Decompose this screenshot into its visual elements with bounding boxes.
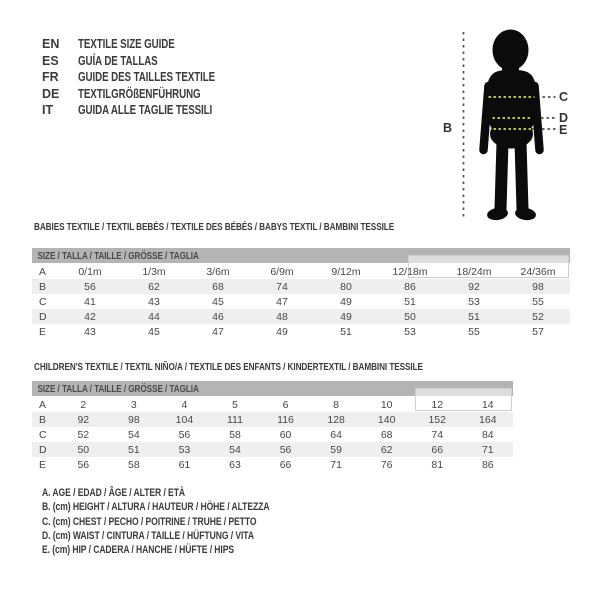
table-cell: 14 <box>481 398 494 411</box>
language-guide-title: GUÍA DE TALLAS <box>78 53 158 68</box>
language-guide-title: TEXTILE SIZE GUIDE <box>78 37 175 51</box>
row-label: B <box>39 413 47 426</box>
table-row <box>32 457 513 472</box>
table-row <box>32 412 513 427</box>
table-cell: 41 <box>84 295 96 308</box>
table-cell: 111 <box>226 413 243 426</box>
table-row <box>32 279 570 294</box>
table-cell: 152 <box>428 413 446 426</box>
row-label: E <box>39 325 47 338</box>
hip-measure-label: E <box>559 123 568 137</box>
table-cell: 49 <box>276 325 288 338</box>
row-label: A <box>39 265 47 278</box>
row-label: A <box>39 398 47 411</box>
table-cell: 76 <box>380 458 393 471</box>
table-cell: 58 <box>229 428 241 441</box>
table-cell: 86 <box>481 458 494 471</box>
table-cell: 52 <box>77 428 90 441</box>
measurement-legend <box>42 486 334 557</box>
table-cell: 53 <box>404 325 416 338</box>
children-section-title: CHILDREN'S TEXTILE / TEXTIL NIÑO/A / TEXTILE DES ENFANTS / KINDERTEXTIL / BAMBINI TESSILE <box>34 361 423 373</box>
size-header-label: SIZE / TALLA / TAILLE / GRÖSSE / TAGLIA <box>37 249 199 262</box>
child-silhouette <box>484 30 540 221</box>
table-cell: 104 <box>175 413 194 426</box>
table-cell: 81 <box>431 458 444 471</box>
table-cell: 98 <box>128 413 140 426</box>
table-row <box>32 264 570 279</box>
table-row <box>32 324 570 339</box>
table-cell: 45 <box>148 325 160 338</box>
table-cell: 71 <box>330 458 342 471</box>
table-cell: 49 <box>340 310 352 323</box>
row-label: C <box>39 428 47 441</box>
table-cell: 43 <box>148 295 160 308</box>
table-row <box>32 427 513 442</box>
language-code: ES <box>42 53 59 68</box>
height-measure-label: B <box>443 121 453 135</box>
table-cell: 74 <box>276 280 288 293</box>
waist-measure-label: D <box>559 111 569 125</box>
table-row <box>32 397 513 412</box>
language-row <box>42 86 254 103</box>
table-cell: 53 <box>468 295 480 308</box>
language-code: DE <box>42 86 60 101</box>
language-code: FR <box>42 70 59 84</box>
table-cell: 56 <box>77 458 90 471</box>
table-cell: 5 <box>232 398 238 411</box>
table-cell: 55 <box>532 295 544 308</box>
row-label: E <box>39 458 47 471</box>
children-section <box>32 361 513 472</box>
babies-section-title: BABIES TEXTILE / TEXTIL BEBÉS / TEXTILE DES BÉBÉS / BABYS TEXTIL / BAMBINI TESSILE <box>34 221 395 233</box>
table-cell: 128 <box>327 413 345 426</box>
table-cell: 6 <box>282 398 289 411</box>
legend-line: C. (cm) CHEST / PECHO / POITRINE / TRUHE / PETTO <box>42 515 257 528</box>
table-cell: 86 <box>404 280 416 293</box>
language-title-list <box>42 36 254 119</box>
size-header-label: SIZE / TALLA / TAILLE / GRÖSSE / TAGLIA <box>37 382 199 395</box>
table-cell: 57 <box>532 325 544 338</box>
table-cell: 12/18m <box>392 265 428 278</box>
row-label: D <box>39 310 47 323</box>
table-cell: 54 <box>128 428 140 441</box>
table-cell: 48 <box>276 310 288 323</box>
table-row <box>32 309 570 324</box>
row-label: D <box>39 443 47 456</box>
table-cell: 55 <box>468 325 480 338</box>
table-cell: 2 <box>80 398 87 411</box>
table-cell: 8 <box>333 398 340 411</box>
table-cell: 0/1m <box>78 265 102 278</box>
babies-section <box>32 221 570 339</box>
table-cell: 46 <box>212 310 224 323</box>
table-cell: 54 <box>229 443 241 456</box>
language-row <box>42 102 254 119</box>
table-cell: 68 <box>380 428 393 441</box>
table-cell: 6/9m <box>270 265 294 278</box>
table-cell: 80 <box>340 280 352 293</box>
table-cell: 44 <box>148 310 160 323</box>
table-cell: 84 <box>481 428 494 441</box>
table-cell: 51 <box>404 295 416 308</box>
row-label: C <box>39 295 47 308</box>
table-cell: 10 <box>380 398 393 411</box>
table-cell: 68 <box>212 280 224 293</box>
table-cell: 50 <box>404 310 416 323</box>
table-cell: 62 <box>380 443 393 456</box>
table-cell: 61 <box>178 458 191 471</box>
children-table-rows <box>32 397 513 472</box>
table-cell: 62 <box>148 280 160 293</box>
table-cell: 53 <box>178 443 191 456</box>
language-guide-title: GUIDE DES TAILLES TEXTILE <box>78 70 216 84</box>
table-cell: 92 <box>468 280 480 293</box>
table-row <box>32 442 513 457</box>
language-row <box>42 36 254 53</box>
table-cell: 50 <box>77 443 90 456</box>
chest-measure-label: C <box>559 90 569 104</box>
legend-line: D. (cm) WAIST / CINTURA / TAILLE / HÜFTUNG / VITA <box>42 529 254 542</box>
table-cell: 1/3m <box>142 265 166 278</box>
table-cell: 98 <box>532 280 544 293</box>
table-cell: 49 <box>340 295 352 308</box>
table-cell: 63 <box>229 458 241 471</box>
table-cell: 116 <box>277 413 294 426</box>
table-row <box>32 294 570 309</box>
legend-line: B. (cm) HEIGHT / ALTURA / HAUTEUR / HÖHE / ALTEZZA <box>42 501 270 514</box>
table-cell: 74 <box>431 428 444 441</box>
babies-table <box>32 248 570 339</box>
table-cell: 51 <box>340 325 352 338</box>
table-cell: 51 <box>468 310 480 323</box>
table-cell: 92 <box>77 413 90 426</box>
table-cell: 56 <box>84 280 96 293</box>
table-cell: 45 <box>212 295 224 308</box>
row-label: B <box>39 280 47 293</box>
table-cell: 71 <box>481 443 494 456</box>
children-table <box>32 381 513 472</box>
child-figure <box>440 12 598 228</box>
language-guide-title: GUIDA ALLE TAGLIE TESSILI <box>78 103 213 117</box>
language-row <box>42 53 254 70</box>
table-cell: 56 <box>279 443 292 456</box>
table-cell: 43 <box>84 325 96 338</box>
table-cell: 47 <box>212 325 224 338</box>
table-cell: 58 <box>128 458 140 471</box>
table-cell: 47 <box>276 295 288 308</box>
language-code: IT <box>42 103 54 117</box>
table-cell: 42 <box>84 310 96 323</box>
legend-line: A. AGE / EDAD / ÂGE / ALTER / ETÀ <box>42 487 185 499</box>
child-silhouette-graphic <box>440 12 598 228</box>
table-cell: 66 <box>279 458 292 471</box>
table-cell: 51 <box>128 443 140 456</box>
table-cell: 164 <box>479 413 497 426</box>
legend-line: E. (cm) HIP / CADERA / HANCHE / HÜFTE / HIPS <box>42 544 235 557</box>
table-cell: 24/36m <box>520 265 556 278</box>
table-cell: 18/24m <box>456 265 492 278</box>
table-cell: 64 <box>330 428 342 441</box>
table-cell: 140 <box>377 413 396 426</box>
babies-table-rows <box>32 264 570 339</box>
table-cell: 4 <box>181 398 188 411</box>
table-cell: 9/12m <box>331 265 361 278</box>
language-code: EN <box>42 37 60 51</box>
table-cell: 56 <box>178 428 191 441</box>
language-row <box>42 69 254 86</box>
table-cell: 3/6m <box>206 265 230 278</box>
table-cell: 60 <box>279 428 292 441</box>
table-cell: 12 <box>431 398 444 411</box>
table-cell: 59 <box>330 443 342 456</box>
table-cell: 3 <box>130 398 137 411</box>
table-cell: 52 <box>532 310 544 323</box>
language-guide-title: TEXTILGRÖßENFÜHRUNG <box>78 86 201 101</box>
table-cell: 66 <box>431 443 444 456</box>
